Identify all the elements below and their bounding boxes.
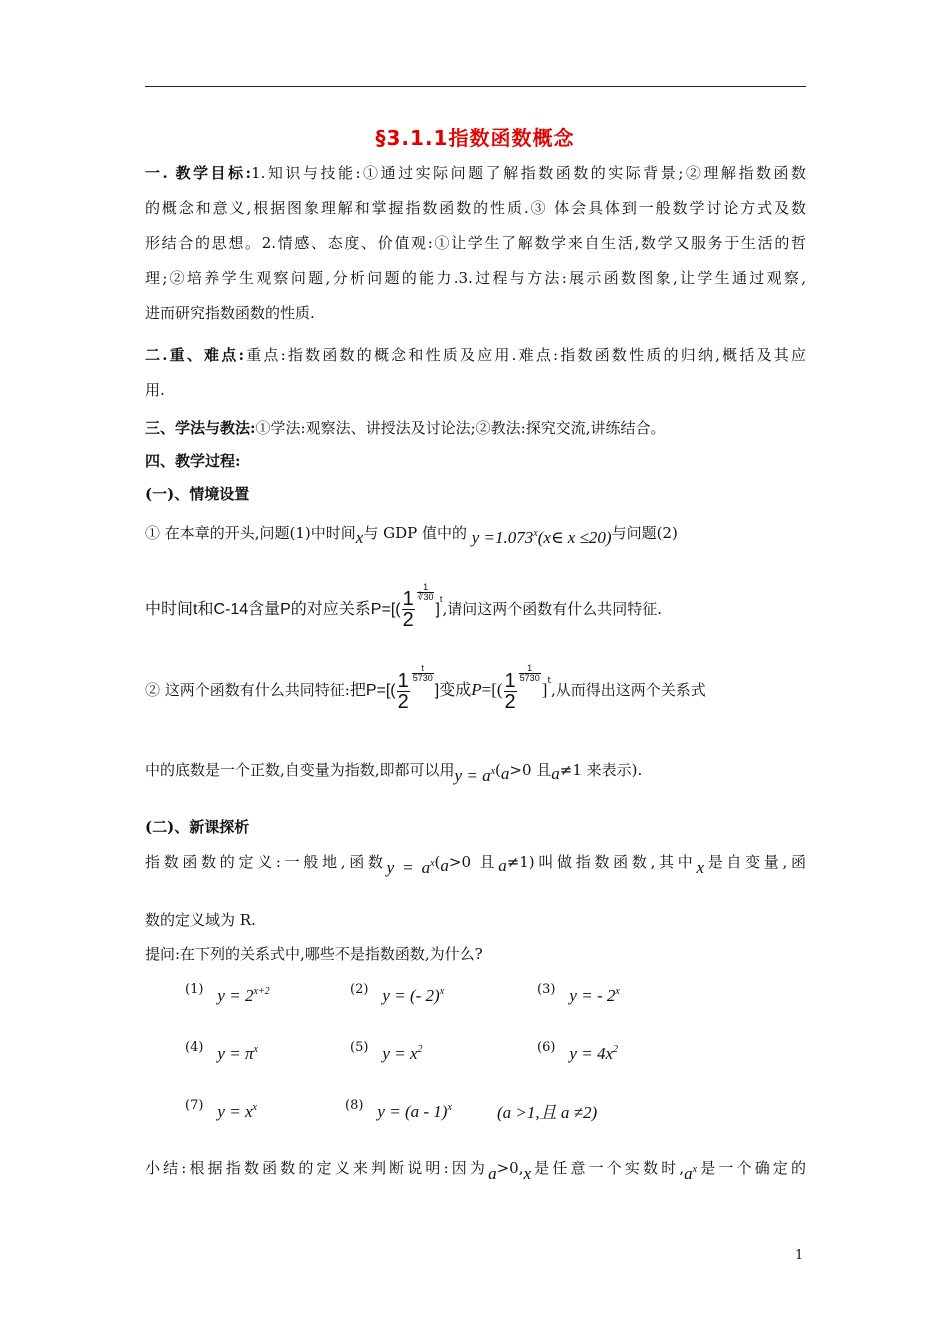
part1-para2-line1: ② 这两个函数有什么共同特征:把P=[( $\frac{1}{2}$ $\frac{t}{5730}$ ]变成P=[( $\frac{1}{2}$ $\frac{1}{5730}$ ]$^t$,从而得出这两个关系式 xyxy=(145,663,706,713)
question: 提问:在下列的关系式中,哪些不是指数函数,为什么? xyxy=(145,945,483,963)
item-3: (3) y = - 2$^x$ xyxy=(537,982,620,1005)
item-1: (1) $y = 2^{x+2}$ xyxy=(185,982,270,1005)
section1-heading: 一. 教学目标: xyxy=(145,164,252,182)
definition-line2: 数的定义域为 R. xyxy=(145,911,256,929)
header-rule xyxy=(145,86,806,87)
item-4: (4) $y = \pi^x$ xyxy=(185,1040,258,1063)
part1-para1-line2: 中时间t和C-14含量P的对应关系P=[( $\frac{1}{2}$ $\frac{1}{∛30}$ ]$^t$,请问这两个函数有什么共同特征. xyxy=(145,582,662,632)
section1-line3: 形结合的思想。2.情感、态度、价值观:①让学生了解数学来自生活,数学又服务于生活的哲 xyxy=(145,234,806,252)
fraction-half-2: $\frac{1}{2}$ xyxy=(397,669,409,713)
formula-def: $y = a^x$ xyxy=(386,858,435,877)
section3-line: 三、学法与教法:①学法:观察法、讲授法及讨论法;②教法:探究交流,讲练结合。 xyxy=(145,419,666,437)
section2-line2: 用. xyxy=(145,381,165,399)
part1-para2-line2: 中的底数是一个正数,自变量为指数,即都可以用$y = a^x(a>0$ 且a≠1 来表示). xyxy=(145,761,643,785)
section2-heading: 二.重、难点: xyxy=(145,346,245,364)
section3-heading: 三、学法与教法: xyxy=(145,419,256,437)
part2-heading: (二)、新课探析 xyxy=(145,818,250,836)
item-6: (6) $y = 4x^2$ xyxy=(537,1040,618,1063)
item-8-condition: (a >1,且 a ≠2) xyxy=(497,1103,598,1122)
summary-line: 小结:根据指数函数的定义来判断说明:因为a>0,x是任意一个实数时$,a^x$是一个确定的 xyxy=(145,1159,806,1183)
definition-line1: 指数函数的定义:一般地,函数$y = a^x(a>0$ 且a≠1)叫做指数函数,其中x是自变量,函 xyxy=(145,853,806,877)
section1-line2: 的概念和意义,根据图象理解和掌握指数函数的性质.③ 体会具体到一般数学讨论方式及数 xyxy=(145,199,806,217)
part1-para1-line1: ① 在本章的开头,问题(1)中时间x与 GDP 值中的 $y =1.073^x(x\in$ x ≤20)与问题(2) xyxy=(145,524,678,547)
fraction-half-3: $\frac{1}{2}$ xyxy=(504,669,516,713)
page-number: 1 xyxy=(795,1248,804,1263)
item-7: (7) $y = x^x$ xyxy=(185,1098,257,1121)
item-2: (2) y = (- 2)$^x$ xyxy=(350,982,445,1005)
fraction-exponent-2: $\frac{t}{5730}$ xyxy=(412,663,433,683)
section1-line1: 一. 教学目标:1.知识与技能:①通过实际问题了解指数函数的实际背景;②理解指数函数 xyxy=(145,164,806,182)
section1-line5: 进而研究指数函数的性质. xyxy=(145,304,315,322)
section2-line1: 二.重、难点:重点:指数函数的概念和性质及应用.难点:指数函数性质的归纳,概括及其应 xyxy=(145,346,806,364)
fraction-half: $\frac{1}{2}$ xyxy=(402,588,414,632)
formula-gdp: $y =1.073^x(x\in$ x ≤20) xyxy=(471,528,612,547)
item-5: (5) $y = x^2$ xyxy=(350,1040,423,1063)
page-title: §3.1.1指数函数概念 xyxy=(375,126,575,150)
formula-ax-summary: $a^x$ xyxy=(684,1164,698,1183)
formula-ax: $y = a^x$ xyxy=(454,766,496,785)
part1-heading: (一)、情境设置 xyxy=(145,485,250,503)
fraction-exponent: $\frac{1}{∛30}$ xyxy=(417,582,434,602)
item-8: (8) y = (a - 1)$^x$ xyxy=(345,1098,452,1121)
section1-line4: 理;②培养学生观察问题,分析问题的能力.3.过程与方法:展示函数图象,让学生通过观察, xyxy=(145,269,806,287)
section4-heading: 四、教学过程: xyxy=(145,452,241,470)
fraction-exponent-3: $\frac{1}{5730}$ xyxy=(519,663,540,683)
